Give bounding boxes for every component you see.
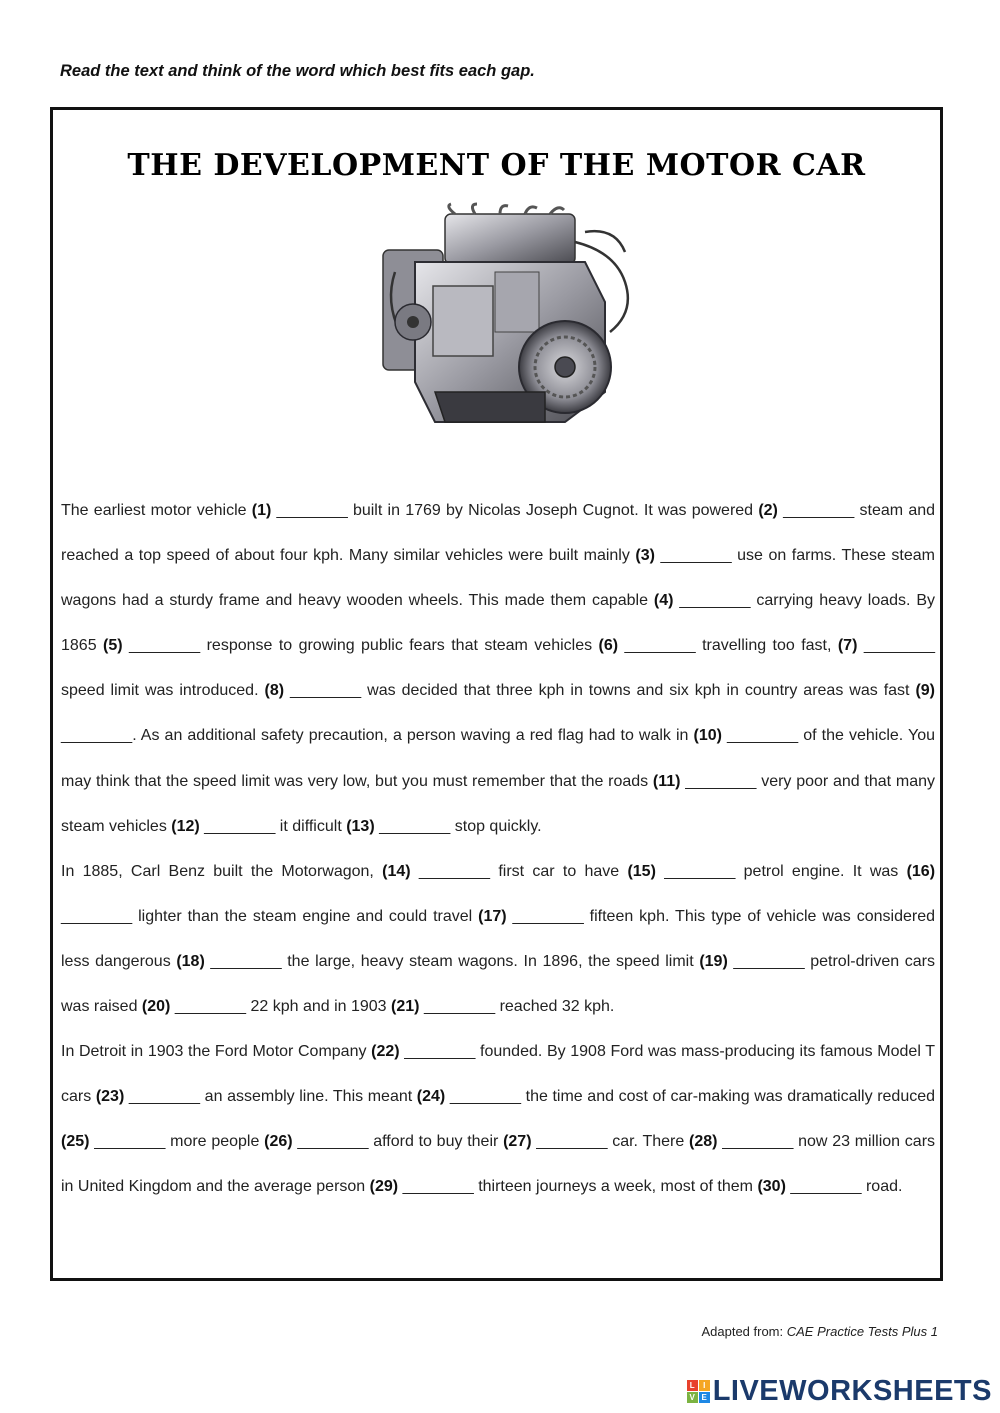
text-segment: founded. By 1908 Ford was mass-producing its famous Model T cars <box>61 1043 935 1106</box>
text-segment: travelling too fast, <box>695 637 838 655</box>
gap-blank[interactable]: ________ <box>128 1088 201 1106</box>
gap-number: (3) <box>635 547 655 565</box>
gap-blank[interactable]: ________ <box>679 592 751 610</box>
text-segment: steam and reached a top speed of about four kph. Many similar vehicles were built mainly <box>61 502 936 565</box>
text-segment: an assembly line. This meant <box>200 1088 417 1106</box>
gap-blank[interactable]: ________ <box>404 1043 476 1061</box>
gap-number: (22) <box>371 1043 400 1061</box>
text-segment: The earliest motor vehicle <box>61 502 252 519</box>
gap-blank[interactable]: ________ <box>685 772 757 790</box>
gap-number: (27) <box>503 1133 532 1151</box>
text-segment: petrol engine. It was <box>735 862 907 880</box>
gap-blank[interactable]: ________ <box>129 637 201 655</box>
text-segment: road. <box>861 1178 903 1196</box>
paragraph <box>61 488 935 849</box>
gap-blank[interactable]: ________ <box>61 727 133 745</box>
text-segment: carrying heavy loads. By 1865 <box>61 592 936 655</box>
text-segment: response to growing public fears that steam vehicles <box>200 637 599 655</box>
liveworksheets-logo <box>687 1375 992 1408</box>
gap-blank[interactable]: ________ <box>536 1133 608 1151</box>
text-segment: fifteen kph. This type of vehicle was considered less dangerous <box>61 907 936 970</box>
logo-mark-cell: V <box>687 1392 698 1403</box>
text-segment: use on farms. These steam wagons had a sturdy frame and heavy wooden wheels. This made them capable <box>61 547 936 610</box>
gap-blank[interactable]: ________ <box>418 862 491 880</box>
text-segment: . As an additional safety precaution, a person waving a red flag had to walk in <box>132 727 694 745</box>
gap-number: (10) <box>693 727 722 745</box>
gap-number: (21) <box>391 998 420 1016</box>
gap-number: (11) <box>652 772 681 790</box>
gap-number: (8) <box>264 682 285 700</box>
gap-blank[interactable]: ________ <box>290 682 362 700</box>
text-segment: reached 32 kph. <box>495 998 615 1016</box>
gap-number: (15) <box>627 862 656 880</box>
gap-blank[interactable]: ________ <box>449 1088 522 1106</box>
gap-number: (29) <box>369 1178 399 1196</box>
text-segment: lighter than the steam engine and could travel <box>132 907 479 925</box>
source-prefix: Adapted from: <box>701 1324 787 1339</box>
gap-fill-text <box>61 488 935 1210</box>
gap-number: (7) <box>837 637 858 655</box>
gap-number: (12) <box>171 817 200 835</box>
gap-number: (23) <box>95 1088 125 1106</box>
text-segment: the time and cost of car-making was dramatically reduced <box>521 1088 936 1106</box>
gap-blank[interactable]: ________ <box>727 727 799 745</box>
text-segment: afford to buy their <box>368 1133 504 1151</box>
gap-blank[interactable]: ________ <box>174 998 247 1016</box>
gap-number: (6) <box>598 637 619 655</box>
gap-number: (30) <box>757 1178 786 1196</box>
brand-name: LIVEWORKSHEETS <box>712 1375 992 1407</box>
gap-number: (25) <box>61 1133 90 1151</box>
text-segment: stop quickly. <box>450 817 542 835</box>
gap-blank[interactable]: ________ <box>512 907 584 925</box>
text-segment: thirteen journeys a week, most of them <box>473 1178 758 1196</box>
gap-number: (1) <box>251 502 272 519</box>
text-segment: petrol-driven cars was raised <box>61 952 936 1016</box>
text-segment: more people <box>165 1133 265 1151</box>
gap-blank[interactable]: ________ <box>402 1178 474 1196</box>
gap-number: (20) <box>141 998 171 1016</box>
gap-number: (24) <box>416 1088 446 1106</box>
gap-blank[interactable]: ________ <box>624 637 696 655</box>
gap-number: (13) <box>346 817 375 835</box>
text-segment: the large, heavy steam wagons. In 1896, the speed limit <box>281 952 700 970</box>
gap-number: (19) <box>699 952 728 970</box>
logo-mark-cell: E <box>699 1392 710 1403</box>
source-attribution <box>701 1324 938 1339</box>
gap-number: (28) <box>688 1133 718 1151</box>
gap-number: (9) <box>915 682 936 700</box>
instruction-text: Read the text and think of the word which best fits each gap. <box>60 62 535 80</box>
logo-mark-cell: L <box>687 1380 698 1391</box>
text-segment: In Detroit in 1903 the Ford Motor Company <box>61 1043 372 1061</box>
gap-blank[interactable]: ________ <box>733 952 805 970</box>
gap-number: (18) <box>176 952 205 970</box>
text-segment: first car to have <box>490 862 628 880</box>
gap-blank[interactable]: ________ <box>276 502 348 519</box>
gap-blank[interactable]: ________ <box>722 1133 794 1151</box>
gap-number: (26) <box>264 1133 293 1151</box>
logo-mark-cell: I <box>699 1380 710 1391</box>
gap-number: (14) <box>382 862 411 880</box>
text-segment: built in 1769 by Nicolas Joseph Cugnot. It was powered <box>347 502 759 519</box>
car-engine-icon <box>375 202 645 447</box>
gap-blank[interactable]: ________ <box>204 817 276 835</box>
text-segment: very poor and that many steam vehicles <box>61 772 935 835</box>
worksheet-frame <box>50 107 943 1281</box>
gap-blank[interactable]: ________ <box>61 907 133 925</box>
paragraph <box>61 1029 935 1209</box>
gap-number: (17) <box>478 907 507 925</box>
gap-blank[interactable]: ________ <box>423 998 496 1016</box>
worksheet-title: THE DEVELOPMENT OF THE MOTOR CAR <box>127 148 866 183</box>
text-segment: now 23 million cars in United Kingdom and the average person <box>61 1133 936 1196</box>
gap-number: (4) <box>653 592 674 610</box>
gap-blank[interactable]: ________ <box>660 547 732 565</box>
gap-blank[interactable]: ________ <box>783 502 855 519</box>
gap-blank[interactable]: ________ <box>379 817 451 835</box>
text-segment: 22 kph and in 1903 <box>246 998 392 1016</box>
text-segment: speed limit was introduced. <box>61 682 265 700</box>
text-segment: car. There <box>607 1133 689 1151</box>
gap-blank[interactable]: ________ <box>863 637 936 655</box>
gap-number: (5) <box>103 637 123 655</box>
gap-blank[interactable]: ________ <box>210 952 282 970</box>
paragraph <box>61 849 935 1029</box>
gap-blank[interactable]: ________ <box>297 1133 369 1151</box>
text-segment: In 1885, Carl Benz built the Motorwagon, <box>61 862 383 880</box>
gap-blank[interactable]: ________ <box>664 862 736 880</box>
source-title: CAE Practice Tests Plus 1 <box>786 1324 938 1339</box>
text-segment: it difficult <box>275 817 347 835</box>
gap-blank[interactable]: ________ <box>790 1178 862 1196</box>
gap-number: (2) <box>758 502 778 519</box>
logo-mark-icon <box>687 1380 710 1403</box>
gap-blank[interactable]: ________ <box>94 1133 166 1151</box>
text-segment: was decided that three kph in towns and six kph in country areas was fast <box>361 682 916 700</box>
text-segment: of the vehicle. You may think that the speed limit was very low, but you must remember that the roads <box>61 727 935 790</box>
gap-number: (16) <box>906 862 936 880</box>
